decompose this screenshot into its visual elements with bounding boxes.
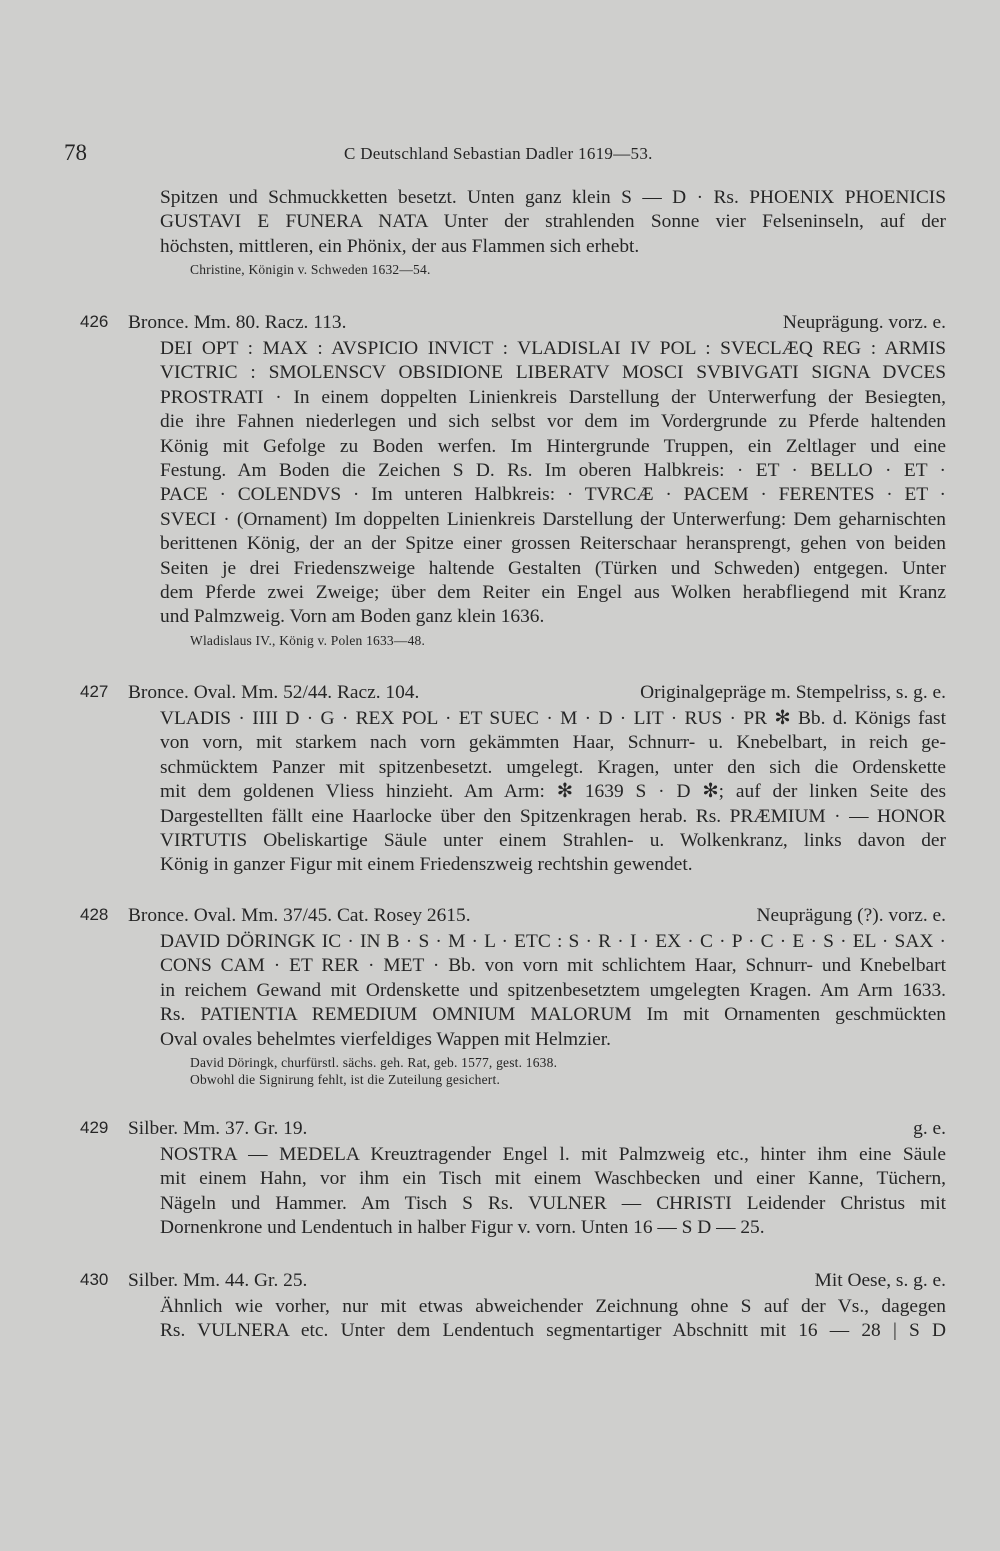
text-line: in reichem Gewand mit Ordenskette und spitzenbesetztem umgelegten Kragen. Am Arm 1633.: [160, 979, 946, 1001]
page-header: [64, 140, 944, 170]
catalog-entry: [80, 905, 946, 1088]
text-line: VICTRIC : SMOLENSCV OBSIDIONE LIBERATV MOSCI SVBIVGATI SIGNA DVCES: [160, 362, 946, 384]
text-line: Dornenkrone und Lendentuch in halber Figur v. vorn. Unten 16 — S D — 25.: [160, 1217, 765, 1239]
entry-specs: Bronce. Mm. 80. Racz. 113.: [128, 312, 347, 333]
text-line: GUSTAVI E FUNERA NATA Unter der strahlenden Sonne vier Felseninseln, auf der: [160, 211, 946, 233]
text-line: PROSTRATI · In einem doppelten Linienkreis Darstellung der Unterwerfung der Besiegten,: [160, 386, 946, 408]
entry-number: 426: [80, 312, 109, 331]
page-number: 78: [64, 140, 87, 165]
text-line: mit einem Hahn, vor ihm ein Tisch mit einem Waschbecken und einer Kanne, Tüchern,: [160, 1168, 946, 1190]
text-line: Spitzen und Schmuckketten besetzt. Unten ganz klein S — D · Rs. PHOENIX PHOENICIS: [160, 187, 946, 208]
footnote: Christine, Königin v. Schweden 1632—54.: [190, 262, 431, 278]
text-line: mit dem goldenen Vliess hinzieht. Am Arm: ✻ 1639 S · D ✻; auf der linken Seite des: [160, 781, 946, 803]
text-line: DEI OPT : MAX : AVSPICIO INVICT : VLADISLAI IV POL : SVECLÆQ REG : ARMIS: [160, 338, 946, 359]
text-line: Festung. Am Boden die Zeichen S D. Rs. Im oberen Halbkreis: · ET · BELLO · ET ·: [160, 459, 946, 481]
text-line: Ähnlich wie vorher, nur mit etwas abweichender Zeichnung ohne S auf der Vs., dagegen: [160, 1296, 946, 1317]
text-line: NOSTRA — MEDELA Kreuztragender Engel l. mit Palmzweig etc., hinter ihm eine Säule: [160, 1144, 946, 1165]
intro-text: [128, 186, 946, 278]
text-line: Nägeln und Hammer. Am Tisch S Rs. VULNER — CHRISTI Leidender Christus mit: [160, 1192, 946, 1214]
text-line: berittenen König, der an der Spitze einer grossen Reiterschaar heransprengt, gehen von beiden: [160, 533, 946, 555]
text-line: Oval ovales behelmtes vierfeldiges Wappen mit Helmzier.: [160, 1028, 611, 1050]
text-line: König mit Gefolge zu Boden werfen. Im Hintergrunde Truppen, ein Zeltlager und eine: [160, 435, 946, 457]
text-line: VIRTUTIS Obeliskartige Säule unter einem Strahlen- u. Wolkenkranz, links davon der: [160, 829, 946, 851]
text-line: König in ganzer Figur mit einem Friedenszweig rechtshin gewendet.: [160, 854, 693, 876]
text-line: und Palmzweig. Vorn am Boden ganz klein 1636.: [160, 606, 545, 628]
footnote: David Döringk, churfürstl. sächs. geh. Rat, geb. 1577, gest. 1638.: [190, 1054, 558, 1070]
footnote: Obwohl die Signirung fehlt, ist die Zuteilung gesichert.: [190, 1071, 501, 1087]
text-line: schmücktem Panzer mit spitzenbesetzt. umgelegt. Kragen, unter den sich die Ordenskette: [160, 756, 946, 778]
text-line: dem Pferde zwei Zweige; über dem Reiter ein Engel aus Wolken herabfliegend mit Kranz: [160, 581, 946, 603]
entry-header: [80, 1270, 946, 1295]
entry-condition: Mit Oese, s. g. e.: [814, 1270, 946, 1291]
catalog-entry: [80, 1118, 946, 1241]
entry-header: [80, 905, 946, 930]
text-line: VLADIS · IIII D · G · REX POL · ET SUEC · M · D · LIT · RUS · PR ✻ Bb. d. Königs fast: [160, 708, 946, 729]
entry-condition: Neuprägung. vorz. e.: [782, 312, 946, 333]
catalog-entry: [80, 312, 946, 649]
entry-specs: Bronce. Oval. Mm. 37/45. Cat. Rosey 2615.: [128, 905, 471, 926]
text-line: von vorn, mit starkem nach vorn gekämmten Haar, Schnurr- u. Knebelbart, in reich ge-: [160, 732, 946, 754]
text-line: die ihre Fahnen niederlegen und sich selbst vor dem im Vordergrunde zu Pferde haltenden: [160, 411, 946, 433]
entry-specs: Silber. Mm. 44. Gr. 25.: [128, 1270, 308, 1291]
entry-header: [80, 312, 946, 337]
footnote: Wladislaus IV., König v. Polen 1633—48.: [190, 632, 426, 648]
text-line: Seiten je drei Friedenszweige haltende Gestalten (Türken und Schweden) entgegen. Unter: [160, 557, 946, 579]
text-line: SVECI · (Ornament) Im doppelten Linienkreis Darstellung der Unterwerfung: Dem geharnischten: [160, 508, 946, 530]
entry-specs: Silber. Mm. 37. Gr. 19.: [128, 1118, 308, 1139]
text-line: Rs. PATIENTIA REMEDIUM OMNIUM MALORUM Im mit Ornamenten geschmückten: [160, 1004, 946, 1026]
entry-condition: Neuprägung (?). vorz. e.: [756, 905, 946, 926]
entry-condition: Originalgepräge m. Stempelriss, s. g. e.: [640, 682, 946, 703]
text-line: PACE · COLENDVS · Im unteren Halbkreis: · TVRCÆ · PACEM · FERENTES · ET ·: [160, 484, 946, 506]
text-line: DAVID DÖRINGK IC · IN B · S · M · L · ETC : S · R · I · EX · C · P · C · E · S · EL · SAX ·: [160, 931, 946, 952]
entry-specs: Bronce. Oval. Mm. 52/44. Racz. 104.: [128, 682, 420, 703]
catalog-entry: [80, 682, 946, 878]
text-line: CONS CAM · ET RER · MET · Bb. von vorn mit schlichtem Haar, Schnurr- und Knebelbart: [160, 955, 946, 977]
entry-number: 430: [80, 1270, 109, 1289]
text-line: Dargestellten fällt eine Haarlocke über den Spitzenkragen herab. Rs. PRÆMIUM · — HONOR: [160, 805, 946, 827]
entry-number: 427: [80, 682, 109, 701]
entry-number: 429: [80, 1118, 109, 1137]
entry-number: 428: [80, 905, 109, 924]
running-head: C Deutschland Sebastian Dadler 1619—53.: [344, 144, 653, 163]
text-line: höchsten, mittleren, ein Phönix, der aus Flammen sich erhebt.: [160, 235, 640, 257]
entry-header: [80, 1118, 946, 1143]
entry-condition: g. e.: [913, 1118, 946, 1139]
text-line: Rs. VULNERA etc. Unter dem Lendentuch segmentartiger Abschnitt mit 16 — 28 | S D: [160, 1320, 946, 1342]
entry-header: [80, 682, 946, 707]
catalog-entry: [80, 1270, 946, 1344]
